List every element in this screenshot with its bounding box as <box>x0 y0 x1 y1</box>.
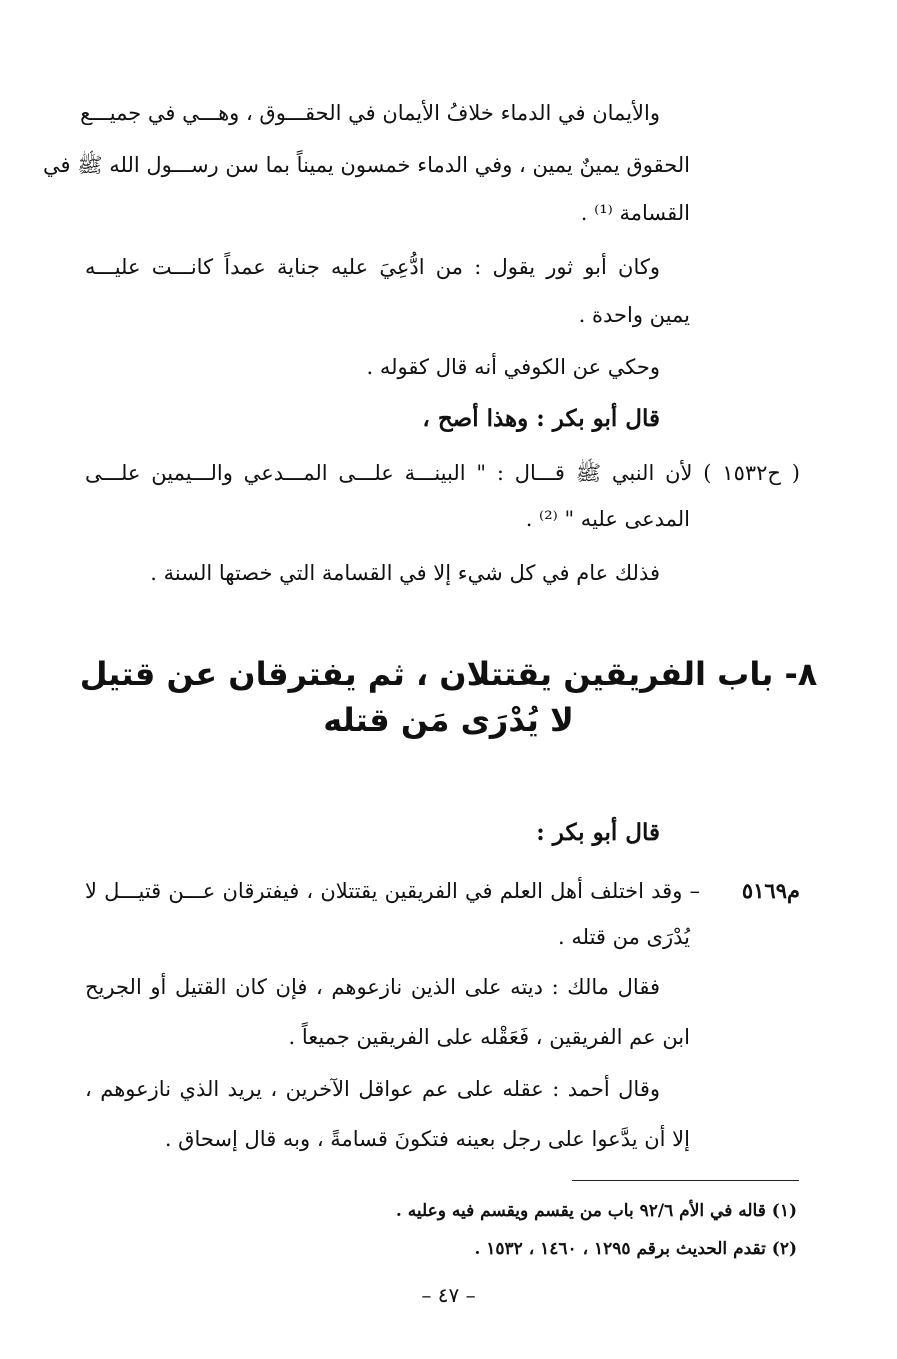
page-number: – ٤٧ – <box>421 1283 476 1307</box>
footnote: (١) قاله في الأم ٩٢/٦ باب من يقسم ويقسم فيه وعليه . <box>395 1201 797 1221</box>
text-line: ابن عم الفريقين ، فَعَقْله على الفريقين جميعاً . <box>288 1025 690 1049</box>
text-line: القسامة ⁽¹⁾ . <box>580 201 690 225</box>
paragraph-marker: م٥١٦٩ <box>741 878 800 903</box>
text-line: وكان أبو ثور يقول : من ادُّعِيَ عليه جناية عمداً كانـــت عليـــه <box>85 255 660 279</box>
text-line: فقال مالك : ديته على الذين نازعوهم ، فإن كان القتيل أو الجريح <box>85 975 660 999</box>
text-line: المدعى عليه " ⁽²⁾ . <box>525 507 690 531</box>
text-line: – وقد اختلف أهل العلم في الفريقين يقتتلان ، فيفترقان عـــن قتيـــل لا <box>85 879 700 903</box>
text-line: إلا أن يدَّعوا على رجل بعينه فتكونَ قسامةً ، وبه قال إسحاق . <box>164 1127 690 1151</box>
abu-bakr-statement: قال أبو بكر : وهذا أصح ، <box>422 405 660 432</box>
hadith-line: ( ح١٥٣٢ ) لأن النبي ﷺ قـــال : " البينـــة علـــى المـــدعي والـــيمين علـــى <box>85 461 800 485</box>
section-heading-line2: لا يُدْرَى مَن قتله <box>323 701 574 739</box>
text-line: يُدْرَى من قتله . <box>558 925 690 949</box>
section-heading-line1: ٨- باب الفريقين يقتتلان ، ثم يفترقان عن قتيل <box>79 655 818 693</box>
footnote: (٢) تقدم الحديث برقم ١٢٩٥ ، ١٤٦٠ ، ١٥٣٢ . <box>474 1239 797 1259</box>
text-line: يمين واحدة . <box>578 303 690 327</box>
section-intro: قال أبو بكر : <box>536 819 660 846</box>
text-line: والأيمان في الدماء خلافُ الأيمان في الحقـــوق ، وهـــي في جميـــع <box>80 101 660 125</box>
text-line: وحكي عن الكوفي أنه قال كقوله . <box>366 355 660 379</box>
footnote-separator <box>572 1180 799 1181</box>
text-line: فذلك عام في كل شيء إلا في القسامة التي خصتها السنة . <box>150 561 660 585</box>
text-line: الحقوق يمينٌ يمين ، وفي الدماء خمسون يميناً بما سن رســـول الله ﷺ في <box>43 153 690 177</box>
text-line: وقال أحمد : عقله على عم عواقل الآخرين ، يريد الذي نازعوهم ، <box>85 1077 660 1101</box>
